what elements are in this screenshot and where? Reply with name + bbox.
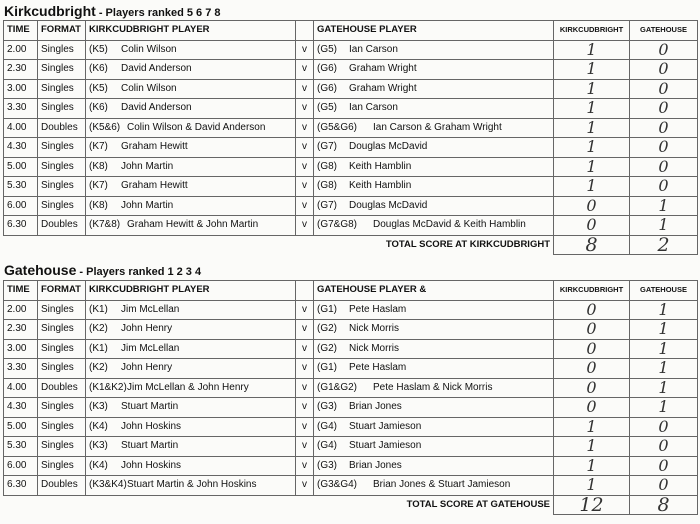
- away-code: (G2): [317, 342, 337, 354]
- versus: v: [296, 118, 314, 138]
- match-format: Doubles: [38, 378, 86, 398]
- home-name: Graham Hewitt: [121, 180, 188, 192]
- match-time: 3.30: [4, 359, 38, 379]
- section-subtitle: - Players ranked 1 2 3 4: [76, 266, 202, 278]
- home-player: [86, 456, 296, 476]
- match-format: Singles: [38, 417, 86, 437]
- home-player: [86, 177, 296, 197]
- away-name: Graham Wright: [349, 82, 417, 94]
- home-score: 1: [554, 437, 630, 457]
- versus: v: [296, 398, 314, 418]
- table-row: [4, 216, 698, 236]
- away-name: Stuart Jamieson: [349, 420, 422, 432]
- header-time: TIME: [4, 281, 38, 301]
- home-code: (K8): [89, 199, 108, 211]
- match-time: 5.00: [4, 417, 38, 437]
- match-format: Singles: [38, 99, 86, 119]
- home-code: (K1): [89, 342, 108, 354]
- away-score: 0: [630, 60, 698, 80]
- table-row: [4, 320, 698, 340]
- results-table: [3, 280, 698, 515]
- header-vs: [296, 281, 314, 301]
- match-format: Singles: [38, 138, 86, 158]
- total-label: TOTAL SCORE AT GATEHOUSE: [406, 499, 550, 510]
- home-player: [86, 437, 296, 457]
- home-player: [86, 476, 296, 496]
- header-row: [4, 281, 698, 301]
- away-name: Ian Carson: [349, 43, 398, 55]
- away-score: 1: [630, 359, 698, 379]
- match-time: 2.30: [4, 320, 38, 340]
- table-row: [4, 300, 698, 320]
- away-name: Nick Morris: [349, 342, 399, 354]
- away-name: Brian Jones: [349, 459, 402, 471]
- away-name: Ian Carson & Graham Wright: [373, 121, 502, 133]
- home-code: (K2): [89, 323, 108, 335]
- away-code: (G1): [317, 303, 337, 315]
- table-row: [4, 476, 698, 496]
- away-code: (G4): [317, 440, 337, 452]
- header-away-score: GATEHOUSE: [630, 281, 698, 301]
- table-row: [4, 456, 698, 476]
- away-player: [314, 456, 554, 476]
- home-player: [86, 339, 296, 359]
- away-name: Brian Jones: [349, 401, 402, 413]
- match-format: Singles: [38, 177, 86, 197]
- away-player: [314, 99, 554, 119]
- table-row: [4, 177, 698, 197]
- header-home-score: KIRKCUDBRIGHT: [554, 281, 630, 301]
- total-row: [4, 235, 698, 255]
- match-time: 2.00: [4, 40, 38, 60]
- away-code: (G7): [317, 199, 337, 211]
- match-format: Singles: [38, 437, 86, 457]
- away-code: (G3): [317, 401, 337, 413]
- away-code: (G8): [317, 180, 337, 192]
- home-player: [86, 138, 296, 158]
- home-score: 1: [554, 417, 630, 437]
- away-name: Nick Morris: [349, 323, 399, 335]
- match-format: Singles: [38, 300, 86, 320]
- total-row: [4, 495, 698, 515]
- away-player: [314, 196, 554, 216]
- versus: v: [296, 417, 314, 437]
- versus: v: [296, 99, 314, 119]
- home-player: [86, 196, 296, 216]
- match-format: Singles: [38, 398, 86, 418]
- away-name: Douglas McDavid & Keith Hamblin: [373, 219, 526, 231]
- away-name: Pete Haslam: [349, 362, 407, 374]
- table-row: [4, 157, 698, 177]
- away-player: [314, 60, 554, 80]
- home-score: 0: [554, 216, 630, 236]
- home-name: Colin Wilson: [121, 43, 177, 55]
- away-name: Brian Jones & Stuart Jamieson: [373, 479, 511, 491]
- away-player: [314, 359, 554, 379]
- match-time: 5.30: [4, 177, 38, 197]
- away-code: (G3&G4): [317, 479, 358, 491]
- match-format: Singles: [38, 456, 86, 476]
- home-score: 1: [554, 118, 630, 138]
- away-player: [314, 476, 554, 496]
- header-format: FORMAT: [38, 21, 86, 41]
- home-player: [86, 398, 296, 418]
- home-player: [86, 216, 296, 236]
- header-away-score: GATEHOUSE: [630, 21, 698, 41]
- home-score: 0: [554, 320, 630, 340]
- match-time: 6.00: [4, 196, 38, 216]
- table-row: [4, 398, 698, 418]
- section-title-text: Gatehouse: [4, 262, 77, 278]
- header-away-player: GATEHOUSE PLAYER &: [314, 281, 554, 301]
- home-name: John Henry: [121, 362, 173, 374]
- home-name: John Hoskins: [121, 459, 182, 471]
- home-code: (K7): [89, 141, 108, 153]
- match-format: Singles: [38, 157, 86, 177]
- table-row: [4, 60, 698, 80]
- home-name: Graham Hewitt & John Martin: [127, 219, 259, 231]
- away-score: 1: [630, 216, 698, 236]
- table-row: [4, 79, 698, 99]
- home-player: [86, 300, 296, 320]
- away-score: 0: [630, 138, 698, 158]
- home-name: Jim McLellan: [121, 342, 180, 354]
- home-code: (K4): [89, 420, 108, 432]
- away-player: [314, 79, 554, 99]
- away-code: (G5): [317, 43, 337, 55]
- away-code: (G2): [317, 323, 337, 335]
- table-row: [4, 359, 698, 379]
- home-name: John Hoskins: [121, 420, 182, 432]
- home-name: Jim McLellan: [121, 303, 180, 315]
- match-format: Singles: [38, 320, 86, 340]
- home-score: 0: [554, 196, 630, 216]
- table-row: [4, 196, 698, 216]
- away-name: Douglas McDavid: [349, 141, 428, 153]
- away-code: (G1&G2): [317, 381, 358, 393]
- match-time: 2.30: [4, 60, 38, 80]
- home-code: (K7): [89, 180, 108, 192]
- away-player: [314, 339, 554, 359]
- away-name: Ian Carson: [349, 102, 398, 114]
- total-label: TOTAL SCORE AT KIRKCUDBRIGHT: [385, 239, 550, 250]
- away-score: 0: [630, 417, 698, 437]
- away-score: 1: [630, 320, 698, 340]
- home-code: (K1): [89, 303, 108, 315]
- home-player: [86, 417, 296, 437]
- away-name: Keith Hamblin: [349, 180, 412, 192]
- versus: v: [296, 456, 314, 476]
- home-score: 1: [554, 60, 630, 80]
- home-name: Stuart Martin & John Hoskins: [127, 479, 257, 491]
- away-score: 1: [630, 398, 698, 418]
- away-code: (G8): [317, 160, 337, 172]
- match-format: Singles: [38, 196, 86, 216]
- home-name: Colin Wilson & David Anderson: [127, 121, 266, 133]
- home-score: 1: [554, 79, 630, 99]
- home-code: (K8): [89, 160, 108, 172]
- home-player: [86, 359, 296, 379]
- match-format: Doubles: [38, 118, 86, 138]
- home-code: (K6): [89, 63, 108, 75]
- table-row: [4, 99, 698, 119]
- away-player: [314, 157, 554, 177]
- away-code: (G5&G6): [317, 121, 358, 133]
- home-score: 1: [554, 40, 630, 60]
- away-player: [314, 118, 554, 138]
- away-score: 0: [630, 79, 698, 99]
- match-time: 4.00: [4, 378, 38, 398]
- home-score: 1: [554, 99, 630, 119]
- home-code: (K6): [89, 102, 108, 114]
- home-code: (K3&K4): [89, 479, 127, 491]
- home-name: Jim McLellan & John Henry: [127, 381, 249, 393]
- versus: v: [296, 177, 314, 197]
- match-time: 2.00: [4, 300, 38, 320]
- home-player: [86, 99, 296, 119]
- versus: v: [296, 476, 314, 496]
- match-format: Doubles: [38, 476, 86, 496]
- home-score: 0: [554, 339, 630, 359]
- away-name: Keith Hamblin: [349, 160, 412, 172]
- versus: v: [296, 437, 314, 457]
- home-score: 1: [554, 177, 630, 197]
- away-player: [314, 437, 554, 457]
- match-time: 3.00: [4, 79, 38, 99]
- versus: v: [296, 157, 314, 177]
- away-code: (G5): [317, 102, 337, 114]
- versus: v: [296, 339, 314, 359]
- home-name: John Martin: [121, 160, 174, 172]
- home-code: (K3): [89, 401, 108, 413]
- header-vs: [296, 21, 314, 41]
- table-row: [4, 378, 698, 398]
- versus: v: [296, 216, 314, 236]
- away-name: Stuart Jamieson: [349, 440, 422, 452]
- away-code: (G7): [317, 141, 337, 153]
- away-name: Graham Wright: [349, 63, 417, 75]
- header-format: FORMAT: [38, 281, 86, 301]
- match-time: 5.30: [4, 437, 38, 457]
- home-name: David Anderson: [121, 63, 192, 75]
- away-score: 0: [630, 476, 698, 496]
- away-code: (G4): [317, 420, 337, 432]
- total-away-score: 8: [630, 495, 698, 515]
- match-time: 4.30: [4, 398, 38, 418]
- home-player: [86, 118, 296, 138]
- home-score: 0: [554, 359, 630, 379]
- header-time: TIME: [4, 21, 38, 41]
- away-name: Douglas McDavid: [349, 199, 428, 211]
- table-row: [4, 40, 698, 60]
- away-player: [314, 300, 554, 320]
- total-away-score: 2: [630, 235, 698, 255]
- match-format: Singles: [38, 339, 86, 359]
- match-time: 6.30: [4, 216, 38, 236]
- away-player: [314, 177, 554, 197]
- away-player: [314, 40, 554, 60]
- away-code: (G3): [317, 459, 337, 471]
- home-code: (K1&K2): [89, 381, 127, 393]
- away-code: (G1): [317, 362, 337, 374]
- section-subtitle: - Players ranked 5 6 7 8: [95, 7, 221, 19]
- away-score: 1: [630, 378, 698, 398]
- header-home-player: KIRKCUDBRIGHT PLAYER: [86, 21, 296, 41]
- header-row: [4, 21, 698, 41]
- table-row: [4, 138, 698, 158]
- header-home-score: KIRKCUDBRIGHT: [554, 21, 630, 41]
- home-name: Stuart Martin: [121, 401, 179, 413]
- versus: v: [296, 138, 314, 158]
- home-player: [86, 79, 296, 99]
- home-player: [86, 320, 296, 340]
- away-score: 0: [630, 118, 698, 138]
- home-score: 0: [554, 398, 630, 418]
- match-time: 3.00: [4, 339, 38, 359]
- home-code: (K5): [89, 82, 108, 94]
- home-score: 1: [554, 157, 630, 177]
- versus: v: [296, 60, 314, 80]
- home-name: Colin Wilson: [121, 82, 177, 94]
- match-format: Singles: [38, 40, 86, 60]
- versus: v: [296, 196, 314, 216]
- home-code: (K5): [89, 43, 108, 55]
- home-player: [86, 157, 296, 177]
- section-title: [4, 3, 221, 21]
- match-format: Singles: [38, 79, 86, 99]
- home-score: 0: [554, 378, 630, 398]
- away-player: [314, 216, 554, 236]
- away-player: [314, 378, 554, 398]
- home-score: 1: [554, 456, 630, 476]
- away-score: 1: [630, 196, 698, 216]
- home-code: (K4): [89, 459, 108, 471]
- home-name: John Henry: [121, 323, 173, 335]
- away-player: [314, 320, 554, 340]
- table-row: [4, 417, 698, 437]
- away-score: 0: [630, 437, 698, 457]
- home-code: (K3): [89, 440, 108, 452]
- match-format: Singles: [38, 359, 86, 379]
- section-title-text: Kirkcudbright: [4, 3, 96, 19]
- table-row: [4, 437, 698, 457]
- home-code: (K2): [89, 362, 108, 374]
- header-home-player: KIRKCUDBRIGHT PLAYER: [86, 281, 296, 301]
- match-time: 3.30: [4, 99, 38, 119]
- away-score: 1: [630, 300, 698, 320]
- away-code: (G7&G8): [317, 219, 358, 231]
- away-score: 0: [630, 456, 698, 476]
- home-player: [86, 40, 296, 60]
- total-home-score: 8: [554, 235, 630, 255]
- match-time: 5.00: [4, 157, 38, 177]
- versus: v: [296, 300, 314, 320]
- section-title: [4, 262, 201, 280]
- results-table: [3, 20, 698, 255]
- versus: v: [296, 40, 314, 60]
- versus: v: [296, 359, 314, 379]
- away-score: 1: [630, 339, 698, 359]
- away-score: 0: [630, 157, 698, 177]
- away-score: 0: [630, 177, 698, 197]
- away-player: [314, 398, 554, 418]
- home-score: 1: [554, 138, 630, 158]
- versus: v: [296, 320, 314, 340]
- away-score: 0: [630, 40, 698, 60]
- away-code: (G6): [317, 63, 337, 75]
- versus: v: [296, 378, 314, 398]
- home-code: (K7&8): [89, 219, 121, 231]
- home-player: [86, 378, 296, 398]
- versus: v: [296, 79, 314, 99]
- match-time: 6.30: [4, 476, 38, 496]
- table-row: [4, 118, 698, 138]
- home-score: 1: [554, 476, 630, 496]
- away-code: (G6): [317, 82, 337, 94]
- away-name: Pete Haslam: [349, 303, 407, 315]
- header-away-player: GATEHOUSE PLAYER: [314, 21, 554, 41]
- home-name: David Anderson: [121, 102, 192, 114]
- home-name: Graham Hewitt: [121, 141, 188, 153]
- match-format: Doubles: [38, 216, 86, 236]
- away-player: [314, 417, 554, 437]
- total-home-score: 12: [554, 495, 630, 515]
- match-time: 4.00: [4, 118, 38, 138]
- home-score: 0: [554, 300, 630, 320]
- home-player: [86, 60, 296, 80]
- home-name: John Martin: [121, 199, 174, 211]
- home-code: (K5&6): [89, 121, 121, 133]
- match-time: 4.30: [4, 138, 38, 158]
- match-format: Singles: [38, 60, 86, 80]
- table-row: [4, 339, 698, 359]
- away-player: [314, 138, 554, 158]
- away-score: 0: [630, 99, 698, 119]
- home-name: Stuart Martin: [121, 440, 179, 452]
- match-time: 6.00: [4, 456, 38, 476]
- away-name: Pete Haslam & Nick Morris: [373, 381, 493, 393]
